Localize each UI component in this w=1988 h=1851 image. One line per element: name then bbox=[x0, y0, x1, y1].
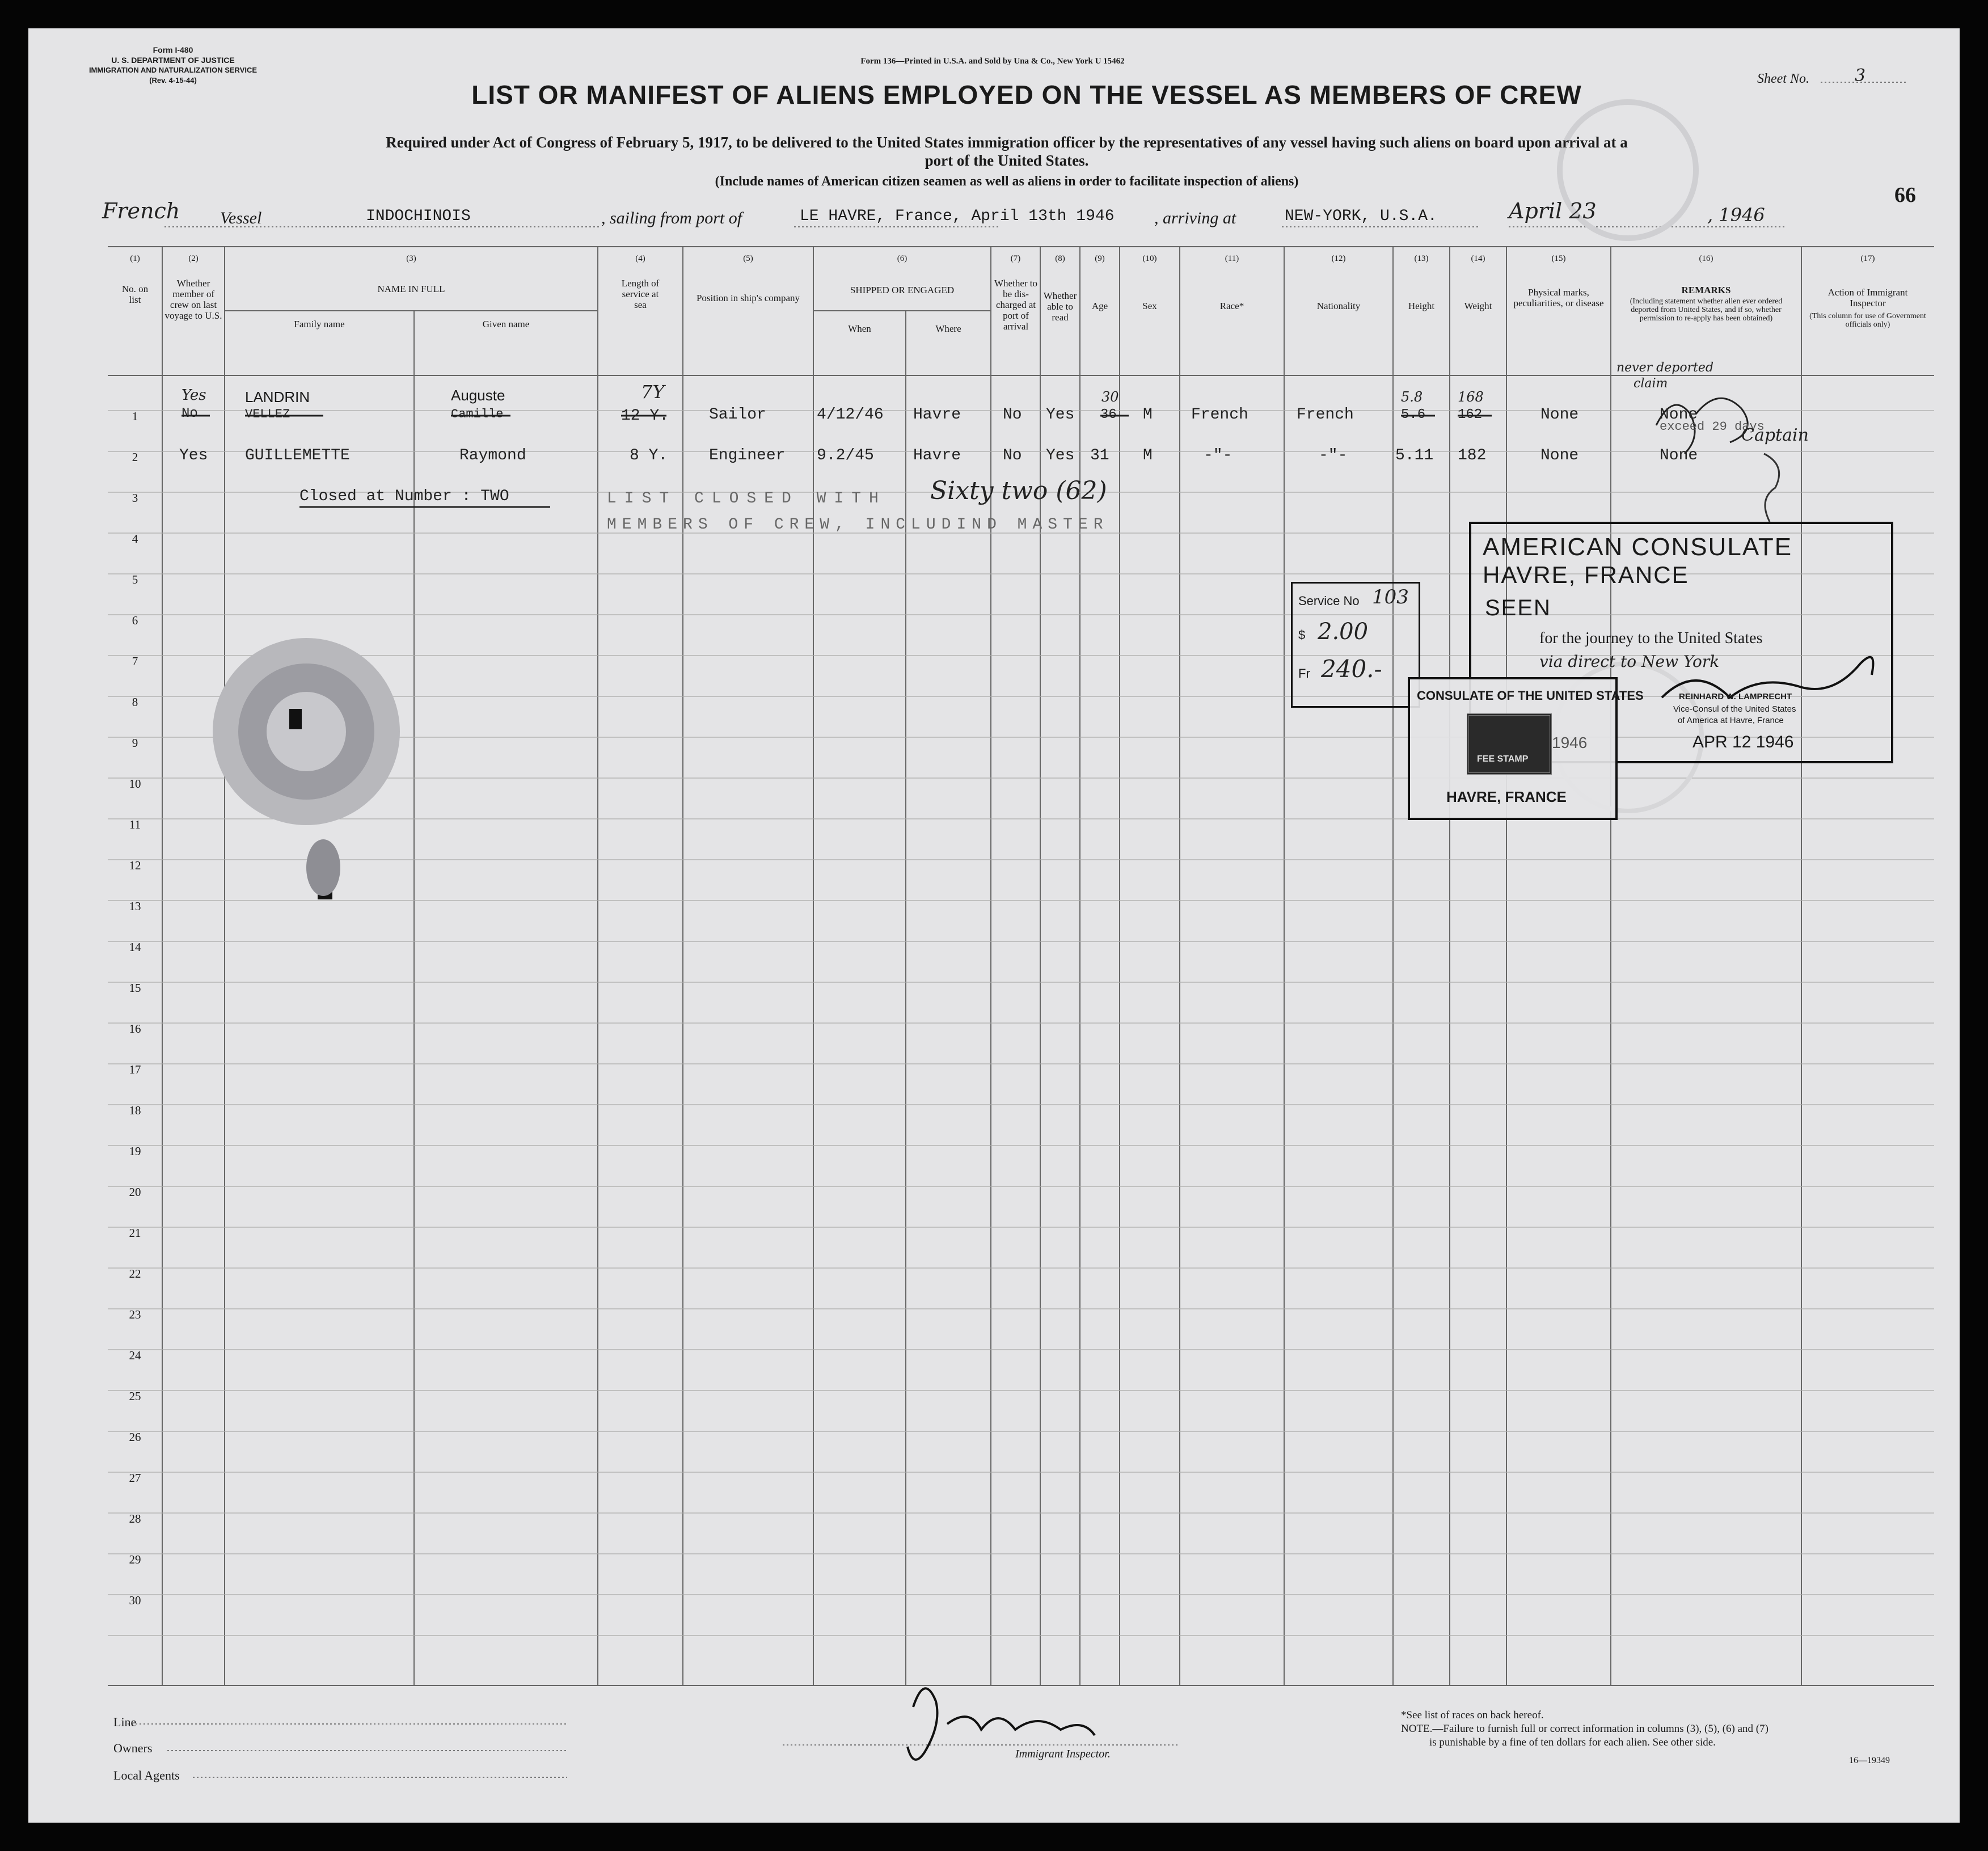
cell-last-voyage-struck: No bbox=[182, 406, 198, 421]
requirement-line-2: port of the United States. bbox=[925, 152, 1089, 169]
row-number: 19 bbox=[129, 1144, 141, 1158]
remarks-signature: Captain bbox=[1741, 425, 1809, 445]
col-num: (4) bbox=[635, 254, 645, 263]
row-number: 10 bbox=[129, 777, 141, 791]
row-number: 27 bbox=[129, 1471, 141, 1485]
row-number: 5 bbox=[132, 573, 138, 586]
cell-given-name: Auguste bbox=[451, 387, 505, 404]
header-read: Whether able to read bbox=[1043, 290, 1077, 323]
row-number: 6 bbox=[132, 614, 138, 627]
header-weight: Weight bbox=[1464, 301, 1492, 311]
dollars-label: $ bbox=[1298, 628, 1306, 642]
cell-discharge: No bbox=[1003, 406, 1022, 424]
row-number: 13 bbox=[129, 899, 141, 913]
footer-line-label: Line bbox=[113, 1715, 137, 1729]
arrival-port: NEW-YORK, U.S.A. bbox=[1285, 208, 1437, 225]
sailing-label: , sailing from port of bbox=[601, 209, 742, 227]
page-mark: 66 bbox=[1894, 183, 1916, 207]
row-number: 9 bbox=[132, 736, 138, 750]
header-where: Where bbox=[935, 323, 961, 334]
row-number: 8 bbox=[132, 695, 138, 709]
consulate-journey: for the journey to the United States bbox=[1539, 629, 1763, 647]
cell-height: 5.11 bbox=[1395, 447, 1434, 464]
col-num: (9) bbox=[1095, 254, 1105, 263]
footer-code: 16—19349 bbox=[1849, 1756, 1890, 1765]
cell-family-name: GUILLEMETTE bbox=[245, 447, 350, 464]
header-name-in-full: NAME IN FULL bbox=[377, 284, 445, 294]
header-list-no: No. on list bbox=[121, 284, 149, 305]
row-number: 2 bbox=[132, 450, 138, 464]
cell-where: Havre bbox=[913, 406, 961, 424]
cell-read: Yes bbox=[1046, 406, 1075, 424]
cell-given-name: Raymond bbox=[459, 447, 526, 464]
embossed-seal bbox=[213, 638, 400, 899]
cell-position: Engineer bbox=[709, 447, 786, 464]
cell-remarks: None bbox=[1660, 406, 1698, 424]
col-num: (10) bbox=[1142, 254, 1157, 263]
row-number: 25 bbox=[129, 1389, 141, 1403]
cell-marks: None bbox=[1540, 406, 1579, 424]
departure-port: LE HAVRE, France, April 13th 1946 bbox=[800, 208, 1115, 225]
header-family-name: Family name bbox=[294, 319, 345, 329]
header-when: When bbox=[848, 323, 871, 334]
cell-weight: 182 bbox=[1458, 447, 1487, 464]
header-given-name: Given name bbox=[482, 319, 530, 329]
list-closed-line2: MEMBERS OF CREW, INCLUDIND MASTER bbox=[607, 516, 1109, 534]
cell-remarks: None bbox=[1660, 447, 1698, 464]
department: U. S. DEPARTMENT OF JUSTICE bbox=[111, 56, 235, 65]
header-sex: Sex bbox=[1142, 301, 1157, 311]
francs-amount: 240.- bbox=[1321, 655, 1382, 683]
requirement-note: (Include names of American citizen seamen as well as aliens in order to facilitate inspection of aliens) bbox=[715, 174, 1299, 189]
header-position: Position in ship's company bbox=[696, 293, 800, 303]
manifest-sheet bbox=[28, 28, 1960, 1823]
header-service-length: Length of service at sea bbox=[621, 278, 660, 310]
cell-where: Havre bbox=[913, 447, 961, 464]
cell-weight: 168 bbox=[1458, 389, 1484, 405]
cell-discharge: No bbox=[1003, 447, 1022, 464]
arriving-label: , arriving at bbox=[1154, 209, 1236, 227]
row-number: 26 bbox=[129, 1430, 141, 1444]
header-physical-marks: Physical marks, peculiarities, or disease bbox=[1513, 287, 1604, 308]
fee-stamp-line1: CONSULATE OF THE UNITED STATES bbox=[1417, 688, 1644, 703]
row-number: 22 bbox=[129, 1267, 141, 1281]
footer-note-3: is punishable by a fine of ten dollars for each alien. See other side. bbox=[1429, 1736, 1716, 1748]
row-number: 15 bbox=[129, 981, 141, 995]
arrival-date: April 23 bbox=[1509, 198, 1597, 223]
header-action-note: (This column for use of Government officials only) bbox=[1809, 312, 1926, 329]
row-number: 11 bbox=[129, 818, 141, 831]
col-num: (3) bbox=[406, 254, 416, 263]
sheet-label: Sheet No. bbox=[1757, 71, 1809, 86]
cell-height: 5.8 bbox=[1401, 389, 1423, 405]
vessel-name: INDOCHINOIS bbox=[366, 208, 471, 225]
cell-age-struck: 36 bbox=[1100, 407, 1117, 422]
revision: (Rev. 4-15-44) bbox=[149, 76, 197, 84]
row-number: 17 bbox=[129, 1063, 141, 1076]
consulate-line2: HAVRE, FRANCE bbox=[1483, 561, 1689, 588]
francs-label: Fr bbox=[1298, 666, 1310, 681]
fee-stamp-image bbox=[1467, 713, 1552, 775]
consulate-officer-title-2: of America at Havre, France bbox=[1678, 716, 1784, 725]
header-shipped: SHIPPED OR ENGAGED bbox=[850, 285, 955, 295]
header-nationality: Nationality bbox=[1316, 301, 1361, 311]
list-closed-line1: LIST CLOSED WITH bbox=[607, 490, 887, 508]
page-title: LIST OR MANIFEST OF ALIENS EMPLOYED ON THE VESSEL AS MEMBERS OF CREW bbox=[471, 80, 1582, 109]
col-num: (1) bbox=[130, 254, 140, 263]
cell-read: Yes bbox=[1046, 447, 1075, 464]
row-number: 21 bbox=[129, 1226, 141, 1240]
row-number: 23 bbox=[129, 1308, 141, 1321]
cell-last-voyage: Yes bbox=[182, 387, 206, 404]
col-num: (13) bbox=[1414, 254, 1429, 263]
fee-stamp-label: FEE STAMP bbox=[1477, 754, 1529, 764]
consulate-date: APR 12 1946 bbox=[1692, 733, 1794, 751]
sheet-number: 3 bbox=[1855, 66, 1866, 86]
service-name: IMMIGRATION AND NATURALIZATION SERVICE bbox=[88, 66, 258, 74]
cell-service: 7Y bbox=[641, 381, 665, 403]
fee-stamp-year: 1946 bbox=[1552, 734, 1588, 751]
remarks-annotation-1: never deported bbox=[1616, 361, 1714, 375]
row-number: 1 bbox=[132, 409, 138, 423]
row-number: 3 bbox=[132, 491, 138, 505]
requirement-line: Required under Act of Congress of February 5, 1917, to be delivered to the United States immigration officer by the representatives of any vessel having such aliens on board upon arrival at a bbox=[386, 134, 1628, 151]
footer-note-1: *See list of races on back hereof. bbox=[1401, 1709, 1544, 1721]
consulate-line1: AMERICAN CONSULATE bbox=[1483, 533, 1793, 561]
col-num: (12) bbox=[1331, 254, 1346, 263]
col-num: (11) bbox=[1225, 254, 1239, 263]
vessel-label: Vessel bbox=[220, 209, 262, 227]
header-race: Race* bbox=[1219, 301, 1244, 311]
row-number: 29 bbox=[129, 1553, 141, 1566]
col-num: (7) bbox=[1010, 254, 1021, 263]
row-number: 7 bbox=[132, 654, 138, 668]
row-number: 30 bbox=[129, 1594, 141, 1607]
cell-last-voyage: Yes bbox=[179, 447, 208, 464]
service-stamp bbox=[1291, 582, 1420, 708]
row-number: 4 bbox=[132, 532, 138, 546]
list-closed-count: Sixty two (62) bbox=[930, 476, 1107, 505]
remarks-typed: exceed 29 days bbox=[1660, 420, 1765, 434]
cell-family-struck: VELLEZ bbox=[245, 407, 290, 421]
cell-age: 30 bbox=[1101, 389, 1119, 405]
cell-service: 8 Y. bbox=[630, 447, 668, 464]
form-number: Form I-480 bbox=[153, 45, 193, 54]
header-discharged: Whether to be dis-charged at port of arrival bbox=[994, 278, 1037, 332]
service-no-label: Service No bbox=[1298, 594, 1360, 608]
header-remarks-note: (Including statement whether alien ever ordered deported from United States, and if so, whether permission to re-apply has been obtained) bbox=[1630, 297, 1783, 323]
fee-stamp-city: HAVRE, FRANCE bbox=[1446, 788, 1567, 805]
row-number: 14 bbox=[129, 940, 141, 954]
header-age: Age bbox=[1091, 301, 1108, 311]
col-num: (14) bbox=[1471, 254, 1485, 263]
col-num: (17) bbox=[1860, 254, 1875, 263]
cell-age: 31 bbox=[1090, 447, 1109, 464]
dollars-amount: 2.00 bbox=[1318, 619, 1369, 645]
footer-note-2: NOTE.—Failure to furnish full or correct information in columns (3), (5), (6) and (7) bbox=[1401, 1723, 1768, 1735]
cell-nationality: French bbox=[1297, 406, 1354, 424]
footer-agents-label: Local Agents bbox=[113, 1768, 180, 1782]
vessel-nationality: French bbox=[102, 198, 180, 223]
cell-service-struck: 12 Y. bbox=[621, 407, 669, 425]
header-inspector-action: Action of Immigrant Inspector bbox=[1827, 287, 1908, 308]
cell-nationality: -"- bbox=[1319, 447, 1348, 464]
col-num: (16) bbox=[1699, 254, 1713, 263]
cell-race: -"- bbox=[1204, 447, 1233, 464]
cell-when: 4/12/46 bbox=[817, 406, 884, 424]
inspector-label: Immigrant Inspector. bbox=[1015, 1748, 1111, 1760]
fee-stamp bbox=[1408, 677, 1644, 820]
col-num: (15) bbox=[1551, 254, 1566, 263]
service-no: 103 bbox=[1372, 586, 1409, 608]
consulate-officer: REINHARD W. LAMPRECHT bbox=[1679, 692, 1792, 701]
cell-race: French bbox=[1191, 406, 1248, 424]
row-number: 18 bbox=[129, 1104, 141, 1117]
cell-sex: M bbox=[1143, 447, 1153, 464]
cell-marks: None bbox=[1540, 447, 1579, 464]
arrival-year: , 1946 bbox=[1707, 204, 1765, 226]
col-num: (8) bbox=[1055, 254, 1065, 263]
remarks-annotation-2: claim bbox=[1634, 377, 1668, 391]
cell-sex: M bbox=[1143, 406, 1153, 424]
footer-owners-label: Owners bbox=[113, 1741, 153, 1755]
cell-when: 9.2/45 bbox=[817, 447, 874, 464]
cell-position: Sailor bbox=[709, 406, 766, 424]
cell-height-struck: 5.6 bbox=[1401, 407, 1426, 422]
row-number: 28 bbox=[129, 1512, 141, 1525]
row-number: 24 bbox=[129, 1349, 141, 1362]
row-number: 20 bbox=[129, 1185, 141, 1199]
header-remarks: REMARKS bbox=[1681, 285, 1731, 295]
row-number: 16 bbox=[129, 1022, 141, 1036]
cell-family-name: LANDRIN bbox=[245, 388, 310, 405]
col-num: (6) bbox=[897, 254, 908, 263]
header-height: Height bbox=[1408, 301, 1435, 311]
cell-given-struck: Camille bbox=[451, 407, 504, 421]
col-num: (2) bbox=[188, 254, 199, 263]
col-num: (5) bbox=[743, 254, 753, 263]
consulate-officer-title-1: Vice-Consul of the United States bbox=[1673, 704, 1796, 714]
closed-at-number: Closed at Number : TWO bbox=[299, 488, 509, 505]
consulate-route: via direct to New York bbox=[1539, 652, 1720, 671]
printer-line: Form 136—Printed in U.S.A. and Sold by Una & Co., New York U 15462 bbox=[860, 57, 1125, 66]
cell-weight-struck: 162 bbox=[1458, 407, 1483, 422]
row-number: 12 bbox=[129, 859, 141, 872]
header-last-voyage: Whether member of crew on last voyage to U.S. bbox=[164, 278, 222, 321]
consulate-seen: SEEN bbox=[1485, 595, 1551, 620]
